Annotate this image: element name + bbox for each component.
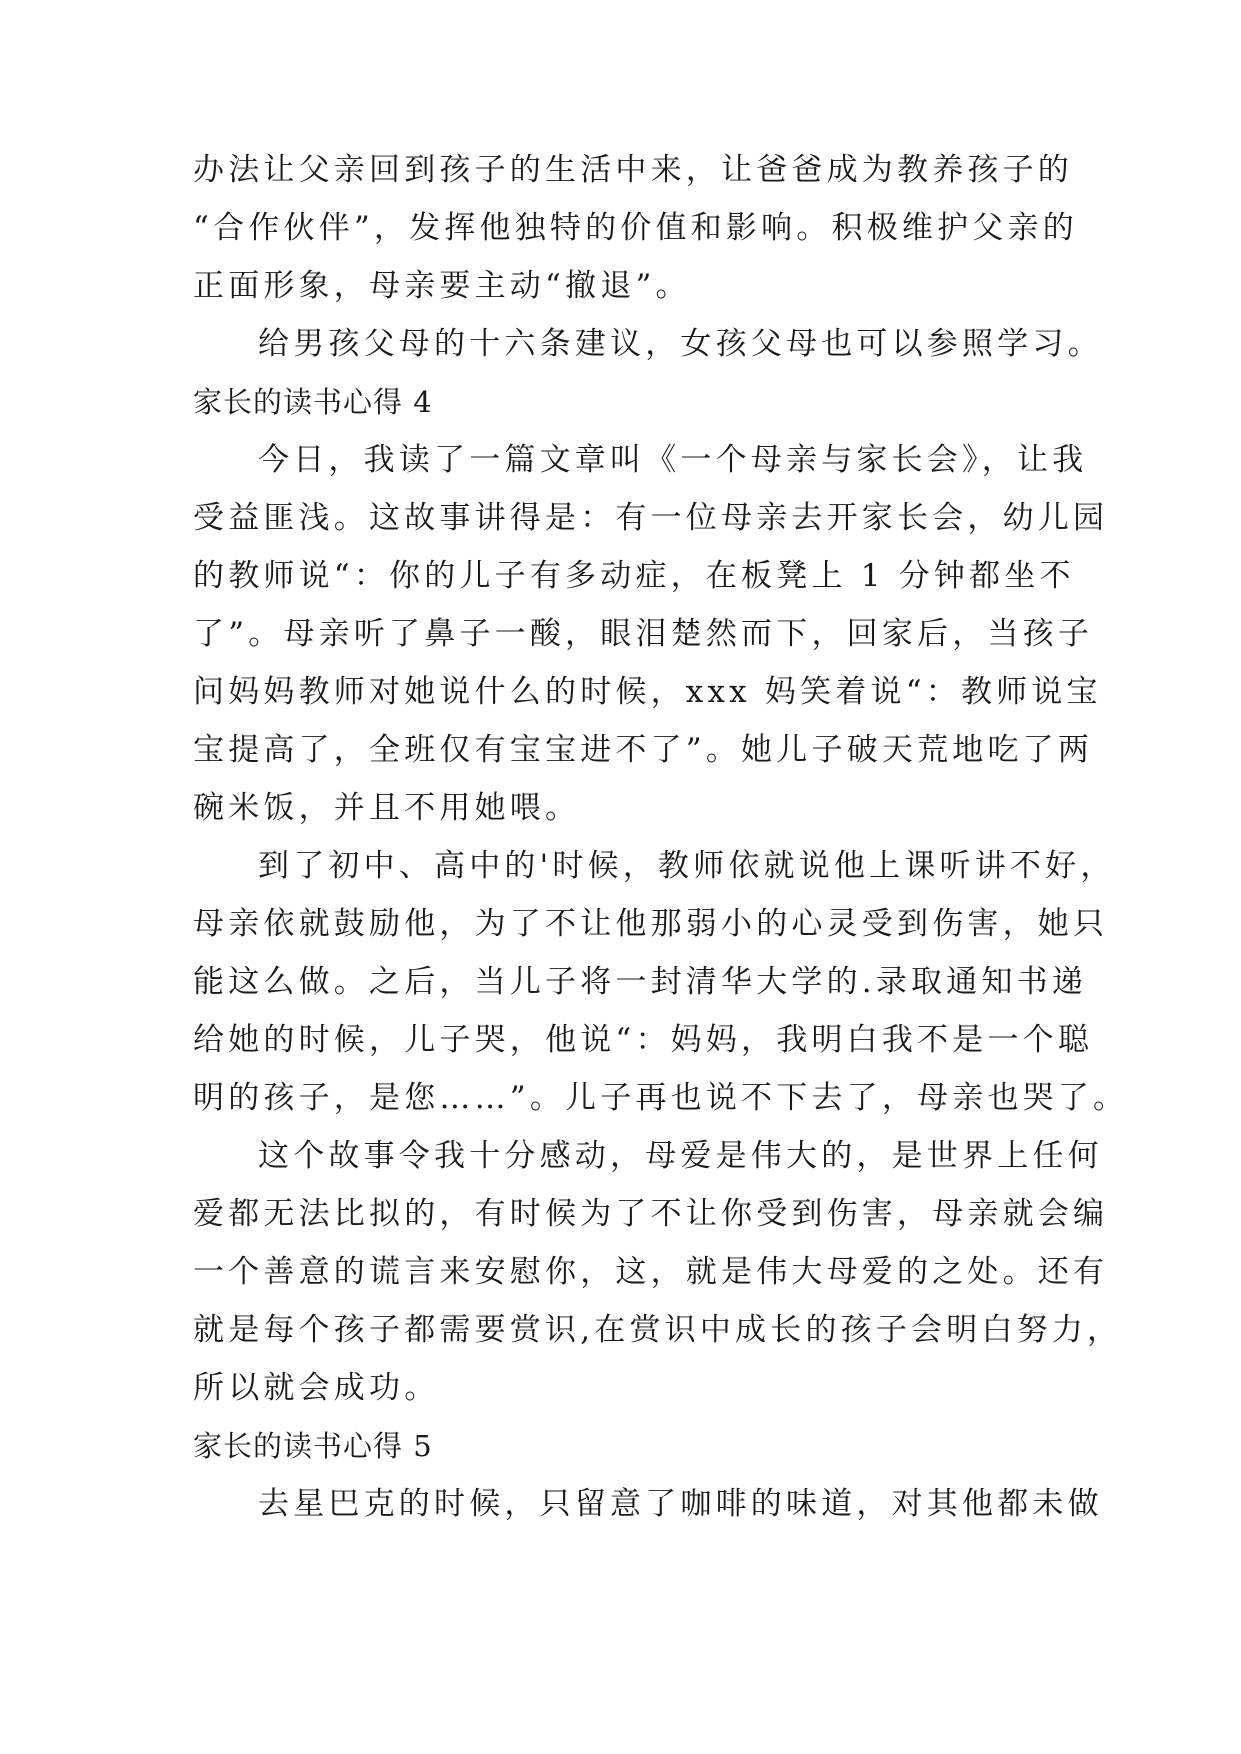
- body-text-line: 所以就会成功。: [193, 1370, 440, 1406]
- section-heading: 家长的读书心得 5: [193, 1429, 433, 1463]
- paragraph-first-line: 给男孩父母的十六条建议，女孩父母也可以参照学习。: [258, 326, 1103, 362]
- paragraph-first-line: 去星巴克的时候，只留意了咖啡的味道，对其他都未做: [258, 1486, 1103, 1522]
- body-text-line: 明的孩子，是您……”。儿子再也说不下去了，母亲也哭了。: [193, 1080, 1129, 1116]
- body-text-line: 一个善意的谎言来安慰你，这，就是伟大母爱的之处。还有: [193, 1254, 1109, 1290]
- body-text-line: 爱都无法比拟的，有时候为了不让你受到伤害，母亲就会编: [193, 1196, 1109, 1232]
- body-text-line: 问妈妈教师对她说什么的时候，xxx 妈笑着说“：教师说宝: [193, 674, 1102, 710]
- section-heading: 家长的读书心得 4: [193, 385, 433, 419]
- body-text-line: 碗米饭，并且不用她喂。: [193, 790, 581, 826]
- body-text-line: 就是每个孩子都需要赏识,在赏识中成长的孩子会明白努力，: [193, 1312, 1123, 1348]
- body-text-line: 母亲依就鼓励他，为了不让他那弱小的心灵受到伤害，她只: [193, 906, 1109, 942]
- body-text-line: 宝提高了，全班仅有宝宝进不了”。她儿子破天荒地吃了两: [193, 732, 1094, 768]
- body-text-line: 正面形象，母亲要主动“撤退”。: [193, 268, 691, 304]
- body-text-line: 受益匪浅。这故事讲得是：有一位母亲去开家长会，幼儿园: [193, 500, 1109, 536]
- body-text-line: 办法让父亲回到孩子的生活中来，让爸爸成为教养孩子的: [193, 152, 1073, 188]
- body-text-line: 能这么做。之后，当儿子将一封清华大学的.录取通知书递: [193, 964, 1088, 1000]
- body-text-line: 的教师说“：你的儿子有多动症，在板凳上 1 分钟都坐不: [193, 558, 1075, 594]
- body-text-line: 了”。母亲听了鼻子一酸，眼泪楚然而下，回家后，当孩子: [193, 616, 1094, 652]
- body-text-line: “合作伙伴”，发挥他独特的价值和影响。积极维护父亲的: [193, 210, 1078, 246]
- body-text-line: 给她的时候，儿子哭，他说“：妈妈，我明白我不是一个聪: [193, 1022, 1094, 1058]
- paragraph-first-line: 到了初中、高中的'时候，教师依就说他上课听讲不好，: [258, 848, 1116, 884]
- paragraph-first-line: 这个故事令我十分感动，母爱是伟大的，是世界上任何: [258, 1138, 1103, 1174]
- paragraph-first-line: 今日，我读了一篇文章叫《一个母亲与家长会》，让我: [258, 442, 1088, 478]
